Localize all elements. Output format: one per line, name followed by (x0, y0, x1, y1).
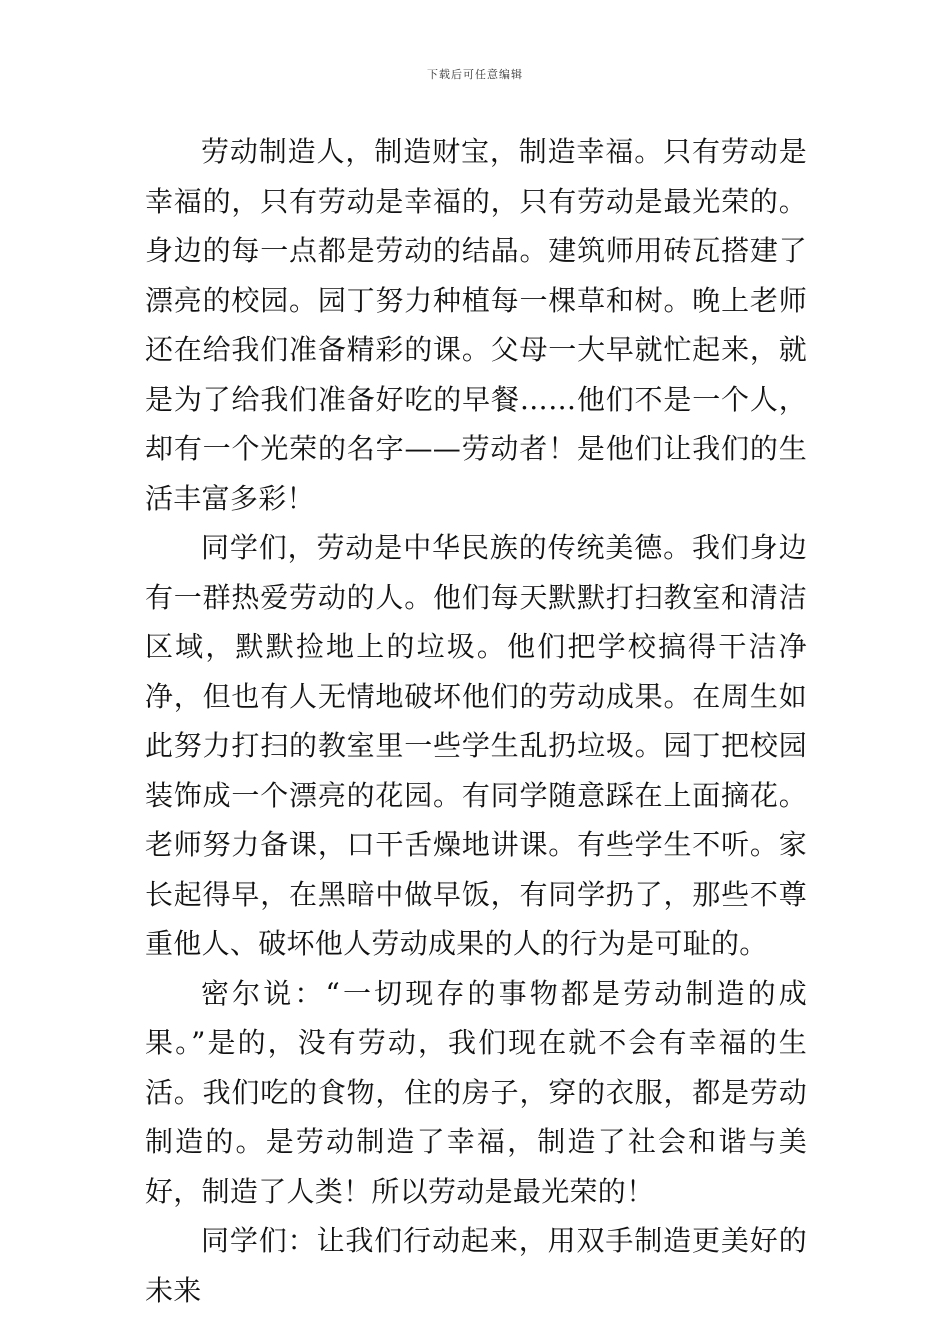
header-note: 下载后可任意编辑 (427, 68, 523, 81)
paragraph-4: 同学们：让我们行动起来，用双手制造更美好的未来 (145, 1224, 807, 1307)
document-body (145, 127, 807, 1315)
paragraph-2: 同学们，劳动是中华民族的传统美德。我们身边有一群热爱劳动的人。他们每天默默打扫教室和清洁区域，默默捡地上的垃圾。他们把学校搞得干洁净净，但也有人无情地破坏他们的劳动成果。在周生如此努力打扫的教室里一些学生乱扔垃圾。园丁把校园装饰成一个漂亮的花园。有同学随意踩在上面摘花。老师努力备课，口干舌燥地讲课。有些学生不听。家长起得早，在黑暗中做早饭，有同学扔了，那些不尊重他人、破坏他人劳动成果的人的行为是可耻的。 (145, 531, 807, 960)
paragraph-3: 密尔说：“一切现存的事物都是劳动制造的成果。”是的，没有劳动，我们现在就不会有幸福的生活。我们吃的食物，住的房子，穿的衣服，都是劳动制造的。是劳动制造了幸福，制造了社会和谐与美好，制造了人类！所以劳动是最光荣的！ (145, 976, 807, 1208)
paragraph-1: 劳动制造人，制造财宝，制造幸福。只有劳动是幸福的，只有劳动是幸福的，只有劳动是最光荣的。身边的每一点都是劳动的结晶。建筑师用砖瓦搭建了漂亮的校园。园丁努力种植每一棵草和树。晚上老师还在给我们准备精彩的课。父母一大早就忙起来，就是为了给我们准备好吃的早餐……他们不是一个人，却有一个光荣的名字——劳动者！是他们让我们的生活丰富多彩！ (145, 135, 807, 515)
